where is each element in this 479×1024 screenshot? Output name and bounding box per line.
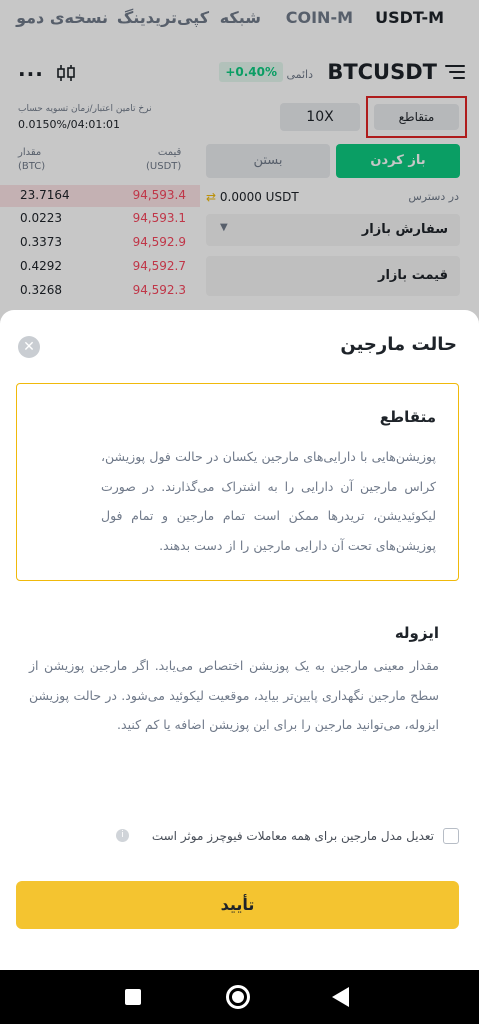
apply-all-checkbox[interactable] xyxy=(443,828,459,844)
sheet-title: حالت مارجین xyxy=(340,334,457,355)
system-navigation-bar xyxy=(0,970,479,1024)
orderbook-qty: 0.4292 xyxy=(20,259,62,273)
available-label: در دسترس xyxy=(408,190,459,203)
funding-rate-value: 0.0150%/04:01:01 xyxy=(18,118,121,131)
perpetual-label: دائمی xyxy=(286,68,313,81)
modal-overlay[interactable] xyxy=(0,0,479,330)
tab-demo[interactable]: نسخه‌ی دمو xyxy=(16,8,108,27)
isolated-margin-option[interactable] xyxy=(16,610,459,790)
home-icon[interactable] xyxy=(226,985,250,1009)
open-position-tab[interactable]: باز کردن xyxy=(336,144,460,178)
orderbook-qty: 0.3268 xyxy=(20,283,62,297)
orderbook-price: 94,592.7 xyxy=(132,259,186,273)
apply-all-row xyxy=(0,828,479,848)
info-icon[interactable]: i xyxy=(116,829,129,842)
available-balance-value: 0.0000 USDT xyxy=(219,190,299,204)
apply-all-label: تعدیل مدل مارجین برای همه معاملات فیوچرز موثر است xyxy=(151,829,434,843)
price-change-badge: +0.40% xyxy=(219,62,283,82)
orderbook-qty: 0.3373 xyxy=(20,235,62,249)
orderbook-price-header: قیمت (USDT) xyxy=(146,147,182,172)
order-type-label: سفارش بازار xyxy=(361,222,448,237)
tab-coin-m[interactable]: COIN-M xyxy=(285,8,353,27)
orderbook-price: 94,592.3 xyxy=(132,283,186,297)
orderbook-price: 94,593.4 xyxy=(132,188,186,202)
funding-rate-label: نرخ تامین اعتبار/زمان تسویه حساب xyxy=(18,104,152,114)
orderbook-qty: 23.7164 xyxy=(20,188,70,202)
orderbook-qty-header: مقدار (BTC) xyxy=(18,147,46,172)
tab-usdt-m[interactable]: USDT-M xyxy=(375,8,444,27)
back-icon[interactable] xyxy=(332,987,349,1007)
isolated-margin-title: ایزوله xyxy=(394,624,439,642)
margin-mode-button[interactable]: متقاطع xyxy=(374,104,459,130)
margin-mode-sheet xyxy=(0,310,479,970)
transfer-icon[interactable]: ⇄ xyxy=(206,190,220,204)
confirm-button[interactable]: تأیید xyxy=(16,881,459,929)
orderbook-qty: 0.0223 xyxy=(20,211,62,225)
cross-margin-description: پوزیشن‌هایی با دارایی‌های مارجین یکسان در حالت فول پوزیشن، کراس مارجین آن دارایی را به اشتراک می‌گذارند. در صورت لیکوئیدیشن، تریدرها ممکن است تمام مارجین و تمام فول پوزیشن‌های تحت آن دارایی مارجین را از دست بدهند. xyxy=(101,449,436,553)
more-icon[interactable]: ··· xyxy=(18,62,44,86)
caret-down-icon: ▼ xyxy=(220,222,228,233)
tab-copy-trading[interactable]: کپی‌تریدینگ xyxy=(116,8,209,27)
isolated-margin-description: مقدار معینی مارجین به یک پوزیشن اختصاص می‌یابد. اگر مارجین پوزیشن از سطح مارجین نگهداری پایین‌تر بیاید، موقعیت لیکوئید می‌شود. در حالت پوزیشن ایزوله، می‌توانید مارجین را برای این پوزیشن اضافه یا کم کنید. xyxy=(29,658,439,733)
cross-margin-option[interactable] xyxy=(16,383,459,581)
cross-margin-title: متقاطع xyxy=(379,408,436,426)
orderbook-price: 94,592.9 xyxy=(132,235,186,249)
pair-name[interactable]: BTCUSDT xyxy=(327,60,437,84)
close-position-tab[interactable]: بستن xyxy=(206,144,330,178)
close-icon[interactable]: ✕ xyxy=(18,336,40,358)
price-input-label: قیمت بازار xyxy=(377,268,448,283)
orderbook-price: 94,593.1 xyxy=(132,211,186,225)
leverage-button[interactable]: 10X xyxy=(280,103,360,131)
tab-network[interactable]: شبکه xyxy=(219,8,261,27)
recent-apps-icon[interactable] xyxy=(125,989,141,1005)
